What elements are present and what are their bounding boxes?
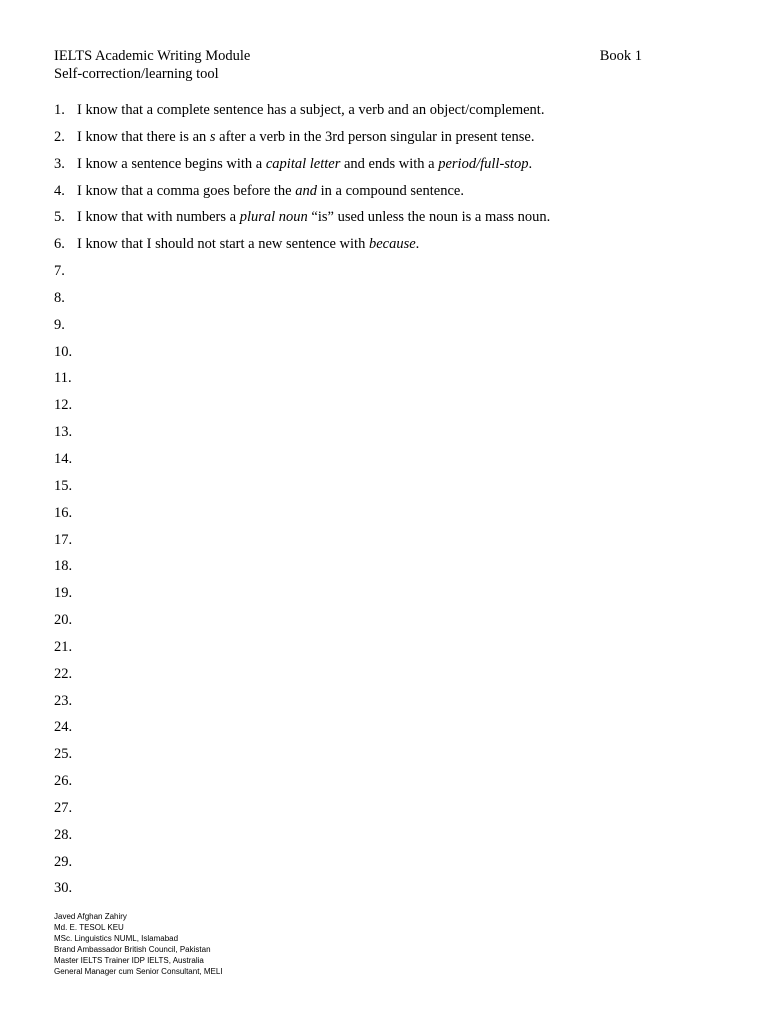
item-number: 26. xyxy=(54,773,73,790)
text-run: “is” used unless the noun is a mass noun. xyxy=(307,209,551,226)
item-text xyxy=(77,182,464,209)
item-number: 4. xyxy=(54,182,65,199)
checklist-item xyxy=(54,826,550,853)
item-number: 21. xyxy=(54,638,73,655)
item-number: 22. xyxy=(54,665,73,682)
checklist-item xyxy=(54,718,550,745)
checklist-item xyxy=(54,799,550,826)
credit-line: Javed Afghan Zahiry xyxy=(54,912,127,921)
text-run: I know that there is an xyxy=(77,128,210,145)
text-run: I know that a complete sentence has a subject, a verb and an object/complement. xyxy=(77,102,545,118)
text-run: . xyxy=(528,155,533,172)
checklist-item xyxy=(54,369,550,396)
credit-line: General Manager cum Senior Consultant, MELI xyxy=(54,967,223,976)
credit-line: MSc. Linguistics NUML, Islamabad xyxy=(54,934,179,943)
text-run: after a verb in the 3rd person singular in present tense. xyxy=(215,128,535,145)
item-number: 5. xyxy=(54,209,65,226)
italic-term: and xyxy=(295,182,317,199)
item-number: 1. xyxy=(54,102,65,118)
checklist-item xyxy=(54,477,550,504)
item-number: 14. xyxy=(54,450,73,467)
item-number: 3. xyxy=(54,155,65,172)
item-number: 13. xyxy=(54,424,73,441)
checklist-item xyxy=(54,450,550,477)
text-run: in a compound sentence. xyxy=(316,182,464,199)
checklist-item xyxy=(54,692,550,719)
item-number: 19. xyxy=(54,585,73,602)
checklist-item xyxy=(54,262,550,289)
checklist-item xyxy=(54,584,550,611)
text-run: I know that a comma goes before the xyxy=(77,182,296,199)
item-number: 6. xyxy=(54,236,65,253)
checklist-item xyxy=(54,101,550,128)
italic-term: period/full-stop xyxy=(438,155,529,172)
item-number: 15. xyxy=(54,477,73,494)
item-number: 23. xyxy=(54,692,73,709)
item-number: 8. xyxy=(54,289,65,306)
checklist-item xyxy=(54,423,550,450)
item-number: 28. xyxy=(54,826,73,843)
credit-line: Brand Ambassador British Council, Pakistan xyxy=(54,945,211,954)
checklist-item xyxy=(54,638,550,665)
item-number: 17. xyxy=(54,531,73,548)
checklist-item xyxy=(54,343,550,370)
header-row xyxy=(54,47,644,65)
item-number: 29. xyxy=(54,853,73,870)
checklist-item xyxy=(54,665,550,692)
document-header xyxy=(54,47,644,83)
item-number: 18. xyxy=(54,558,73,575)
italic-term: capital letter xyxy=(265,155,341,172)
item-text xyxy=(77,235,419,262)
item-number: 12. xyxy=(54,397,73,414)
checklist-item xyxy=(54,504,550,531)
text-run: I know that I should not start a new sentence with xyxy=(77,236,369,253)
book-label: Book 1 xyxy=(599,48,642,64)
item-number: 24. xyxy=(54,719,73,736)
item-number: 2. xyxy=(54,128,65,145)
italic-term: plural noun xyxy=(239,209,308,226)
item-text xyxy=(77,155,532,182)
item-number: 25. xyxy=(54,746,73,763)
checklist-item xyxy=(54,396,550,423)
checklist-item xyxy=(54,853,550,880)
item-number: 20. xyxy=(54,612,73,629)
text-run: I know a sentence begins with a xyxy=(77,155,266,172)
checklist-item xyxy=(54,316,550,343)
checklist-item xyxy=(54,745,550,772)
checklist-item xyxy=(54,235,550,262)
text-run: I know that with numbers a xyxy=(77,209,240,226)
document-subtitle: Self-correction/learning tool xyxy=(54,66,219,82)
checklist-item xyxy=(54,289,550,316)
checklist-item xyxy=(54,531,550,558)
credit-line: Master IELTS Trainer IDP IELTS, Australia xyxy=(54,956,204,965)
item-text xyxy=(77,128,534,155)
credit-line: Md. E. TESOL KEU xyxy=(54,923,124,932)
item-number: 30. xyxy=(54,880,73,897)
checklist-item xyxy=(54,772,550,799)
item-number: 27. xyxy=(54,799,73,816)
item-text xyxy=(77,208,550,235)
item-number: 9. xyxy=(54,316,65,333)
checklist-item xyxy=(54,557,550,584)
checklist-item xyxy=(54,128,550,155)
checklist-item xyxy=(54,155,550,182)
item-number: 11. xyxy=(54,370,72,387)
item-number: 16. xyxy=(54,504,73,521)
item-text xyxy=(77,101,544,128)
author-credits xyxy=(54,911,223,977)
item-number: 7. xyxy=(54,263,65,280)
item-number: 10. xyxy=(54,343,73,360)
checklist-item xyxy=(54,182,550,209)
checklist-item xyxy=(54,879,550,906)
text-run: . xyxy=(415,236,420,253)
text-run: and ends with a xyxy=(340,155,439,172)
document-title: IELTS Academic Writing Module xyxy=(54,48,251,64)
italic-term: s xyxy=(209,128,216,145)
checklist xyxy=(54,101,550,906)
checklist-item xyxy=(54,611,550,638)
checklist-item xyxy=(54,208,550,235)
italic-term: because xyxy=(368,236,416,253)
